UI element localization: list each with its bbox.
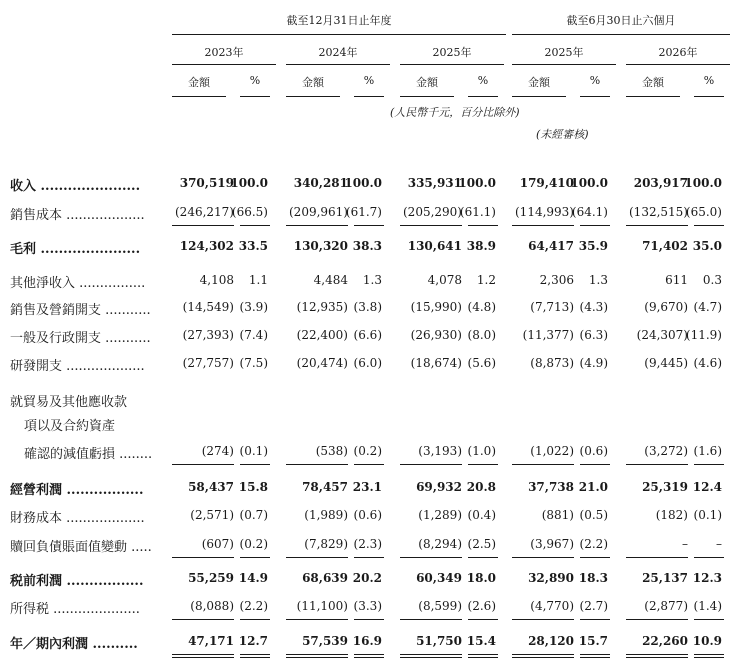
amount-column-header: 金額 [302,76,324,89]
amount-cell: (3,967) [530,537,574,551]
amount-cell: (24,307) [636,328,688,342]
underline [694,225,724,226]
percent-cell: (1.6) [693,444,722,458]
underline [172,225,234,226]
row-label: 所得税 ..................... [10,602,140,617]
amount-cell: 130,320 [293,239,348,253]
percent-cell: (66.5) [231,205,268,219]
percent-cell: 38.3 [352,239,382,253]
percent-cell: (0.1) [693,508,722,522]
underline [512,225,574,226]
percent-cell: (4.9) [579,356,608,370]
row-label: 財務成本 ................... [10,511,145,526]
unaudited-note: (未經審核) [536,128,589,141]
underline [626,464,688,465]
year-header-2025: 2025年 [432,46,472,59]
double-underline [694,654,724,658]
percent-cell: 100.0 [344,176,382,190]
underline [468,557,498,558]
percent-cell: 10.9 [692,634,722,648]
percent-cell: (5.6) [467,356,496,370]
amount-header-rule [172,96,226,97]
amount-cell: 130,641 [407,239,462,253]
amount-column-header: 金額 [528,76,550,89]
amount-cell: 28,120 [528,634,574,648]
amount-cell: 78,457 [302,480,348,494]
percent-column-header: % [249,74,261,87]
amount-cell: (3,272) [644,444,688,458]
underline [354,557,384,558]
year-rule [172,64,276,65]
amount-cell: 370,519 [179,176,234,190]
amount-cell: (27,393) [182,328,234,342]
percent-cell: (7.4) [239,328,268,342]
percent-cell: (2.3) [353,537,382,551]
double-underline [172,654,234,658]
amount-cell: 4,108 [199,273,234,287]
double-underline [354,654,384,658]
percent-cell: 15.7 [578,634,608,648]
underline [240,464,270,465]
amount-cell: (18,674) [410,356,462,370]
underline [172,619,234,620]
amount-header-rule [512,96,566,97]
amount-cell: (2,877) [644,599,688,613]
underline [286,464,348,465]
currency-note: (人民幣千元，百分比除外) [390,106,520,119]
row-label: 一般及行政開支 ........... [10,331,151,346]
row-label: 銷售成本 ................... [10,208,145,223]
underline [626,225,688,226]
percent-cell: (4.3) [579,300,608,314]
amount-cell: 22,260 [642,634,688,648]
percent-cell: (4.8) [467,300,496,314]
underline [172,464,234,465]
amount-cell: (881) [541,508,574,522]
row-label: 税前利潤 ................. [10,574,144,589]
amount-cell: (22,400) [296,328,348,342]
amount-cell: 37,738 [528,480,574,494]
double-underline [400,654,462,658]
percent-header-rule [240,96,270,97]
amount-cell: (209,961) [289,205,348,219]
percent-header-rule [354,96,384,97]
underline [286,619,348,620]
row-label: 銷售及營銷開支 ........... [10,303,151,318]
amount-cell: (182) [655,508,688,522]
amount-cell: 60,349 [416,571,462,585]
percent-cell: (2.2) [239,599,268,613]
amount-column-header: 金額 [188,76,210,89]
underline [580,619,610,620]
header-group-years: 截至12月31日止年度 [286,14,392,27]
percent-cell: 15.4 [466,634,496,648]
percent-cell: 38.9 [466,239,496,253]
amount-cell: 2,306 [539,273,574,287]
percent-cell: (6.3) [579,328,608,342]
percent-cell: 100.0 [458,176,496,190]
percent-cell: – [716,537,722,551]
percent-cell: (64.1) [571,205,608,219]
amount-cell: (246,217) [175,205,234,219]
percent-cell: (61.1) [459,205,496,219]
percent-column-header: % [703,74,715,87]
underline [400,464,462,465]
underline [512,619,574,620]
underline [512,557,574,558]
percent-cell: (1.0) [467,444,496,458]
amount-cell: (26,930) [410,328,462,342]
amount-cell: 58,437 [188,480,234,494]
underline [694,464,724,465]
percent-column-header: % [477,74,489,87]
amount-cell: 69,932 [416,480,462,494]
percent-cell: 33.5 [238,239,268,253]
year-rule [512,64,616,65]
percent-cell: (0.7) [239,508,268,522]
percent-cell: (6.6) [353,328,382,342]
percent-cell: (4.7) [693,300,722,314]
amount-cell: (1,022) [530,444,574,458]
percent-cell: 1.1 [248,273,268,287]
percent-cell: (11.9) [685,328,722,342]
percent-cell: 1.3 [588,273,608,287]
percent-cell: 14.9 [238,571,268,585]
underline [468,619,498,620]
amount-cell: (9,670) [644,300,688,314]
amount-cell: (274) [201,444,234,458]
amount-cell: 57,539 [302,634,348,648]
row-label: 研發開支 ................... [10,359,145,374]
percent-header-rule [694,96,724,97]
amount-cell: (4,770) [530,599,574,613]
underline [400,557,462,558]
percent-cell: 35.0 [692,239,722,253]
year-rule [626,64,730,65]
year-header-2024: 2024年 [318,46,358,59]
amount-column-header: 金額 [416,76,438,89]
underline [580,225,610,226]
percent-cell: (61.7) [345,205,382,219]
amount-cell: 4,484 [313,273,348,287]
percent-header-rule [580,96,610,97]
year-header-2023: 2023年 [204,46,244,59]
amount-cell: 64,417 [528,239,574,253]
double-underline [512,654,574,658]
amount-cell: (2,571) [190,508,234,522]
header-rule-years [172,34,506,35]
amount-cell: (1,989) [304,508,348,522]
amount-cell: 51,750 [416,634,462,648]
row-label: 經營利潤 ................. [10,483,144,498]
double-underline [626,654,688,658]
percent-cell: 18.0 [466,571,496,585]
underline [468,225,498,226]
percent-cell: (0.1) [239,444,268,458]
row-label: 收入 ...................... [10,179,141,194]
percent-header-rule [468,96,498,97]
amount-cell: (3,193) [418,444,462,458]
percent-cell: (65.0) [685,205,722,219]
underline [512,464,574,465]
amount-cell: 47,171 [188,634,234,648]
underline [240,225,270,226]
amount-cell: (607) [201,537,234,551]
percent-cell: (0.6) [579,444,608,458]
double-underline [240,654,270,658]
percent-cell: (2.6) [467,599,496,613]
amount-cell: – [682,537,688,551]
underline [580,557,610,558]
amount-cell: 25,137 [642,571,688,585]
percent-cell: (0.2) [353,444,382,458]
percent-cell: (0.6) [353,508,382,522]
amount-cell: (11,100) [296,599,348,613]
impairment-label-line1: 就貿易及其他應收款 [10,395,128,410]
underline [240,619,270,620]
amount-cell: 4,078 [427,273,462,287]
row-label: 毛利 ...................... [10,242,141,257]
amount-cell: (114,993) [515,205,574,219]
percent-cell: 1.3 [362,273,382,287]
percent-cell: 20.8 [466,480,496,494]
amount-cell: (538) [315,444,348,458]
amount-cell: (8,088) [190,599,234,613]
amount-cell: 124,302 [179,239,234,253]
amount-cell: 203,917 [633,176,688,190]
percent-cell: 12.4 [692,480,722,494]
row-label: 其他淨收入 ................ [10,276,146,291]
year-rule [286,64,390,65]
percent-cell: (3.8) [353,300,382,314]
underline [240,557,270,558]
impairment-label-line2: 項以及合約資產 [24,419,116,434]
amount-cell: (7,713) [530,300,574,314]
percent-cell: 15.8 [238,480,268,494]
percent-cell: (4.6) [693,356,722,370]
row-label: 贖回負債賬面值變動 ..... [10,540,152,555]
double-underline [286,654,348,658]
percent-cell: 0.3 [702,273,722,287]
amount-cell: (15,990) [410,300,462,314]
amount-cell: 55,259 [188,571,234,585]
percent-cell: (0.2) [239,537,268,551]
underline [354,619,384,620]
amount-cell: 71,402 [642,239,688,253]
underline [626,619,688,620]
percent-cell: 1.2 [476,273,496,287]
underline [286,557,348,558]
percent-cell: 100.0 [570,176,608,190]
underline [354,464,384,465]
percent-cell: (0.5) [579,508,608,522]
header-rule-six-months [512,34,730,35]
percent-cell: 100.0 [684,176,722,190]
amount-cell: (12,935) [296,300,348,314]
percent-cell: (2.7) [579,599,608,613]
row-label: 確認的減值虧損 ........ [24,447,153,462]
percent-cell: (2.2) [579,537,608,551]
underline [400,225,462,226]
amount-cell: 335,931 [407,176,462,190]
amount-cell: (1,289) [418,508,462,522]
amount-header-rule [400,96,454,97]
percent-cell: 23.1 [352,480,382,494]
percent-cell: (3.9) [239,300,268,314]
amount-cell: 179,410 [519,176,574,190]
amount-cell: (9,445) [644,356,688,370]
amount-cell: 340,281 [293,176,348,190]
amount-cell: 68,639 [302,571,348,585]
header-group-six-months: 截至6月30日止六個月 [566,14,676,27]
amount-header-rule [286,96,340,97]
percent-column-header: % [589,74,601,87]
double-underline [468,654,498,658]
amount-column-header: 金額 [642,76,664,89]
amount-cell: (11,377) [522,328,574,342]
amount-cell: (8,599) [418,599,462,613]
underline [580,464,610,465]
amount-cell: (27,757) [182,356,234,370]
year-header-2026-h1: 2026年 [658,46,698,59]
underline [694,619,724,620]
percent-cell: 18.3 [578,571,608,585]
percent-cell: (6.0) [353,356,382,370]
amount-cell: (8,294) [418,537,462,551]
underline [694,557,724,558]
amount-cell: (132,515) [629,205,688,219]
underline [626,557,688,558]
percent-cell: 21.0 [578,480,608,494]
underline [468,464,498,465]
underline [400,619,462,620]
double-underline [580,654,610,658]
amount-cell: 611 [665,273,688,287]
amount-cell: 32,890 [528,571,574,585]
percent-cell: (2.5) [467,537,496,551]
percent-cell: 16.9 [352,634,382,648]
amount-cell: (205,290) [403,205,462,219]
year-header-2025-h1: 2025年 [544,46,584,59]
percent-cell: 100.0 [230,176,268,190]
underline [286,225,348,226]
year-rule [400,64,504,65]
percent-cell: (1.4) [693,599,722,613]
percent-cell: 12.3 [692,571,722,585]
percent-cell: (8.0) [467,328,496,342]
amount-header-rule [626,96,680,97]
amount-cell: (7,829) [304,537,348,551]
underline [172,557,234,558]
percent-cell: 20.2 [352,571,382,585]
percent-column-header: % [363,74,375,87]
percent-cell: (7.5) [239,356,268,370]
amount-cell: (8,873) [530,356,574,370]
underline [354,225,384,226]
row-label: 年／期內利潤 .......... [10,637,138,652]
percent-cell: (3.3) [353,599,382,613]
amount-cell: 25,319 [642,480,688,494]
amount-cell: (14,549) [182,300,234,314]
percent-cell: 35.9 [578,239,608,253]
percent-cell: (0.4) [467,508,496,522]
amount-cell: (20,474) [296,356,348,370]
percent-cell: 12.7 [238,634,268,648]
